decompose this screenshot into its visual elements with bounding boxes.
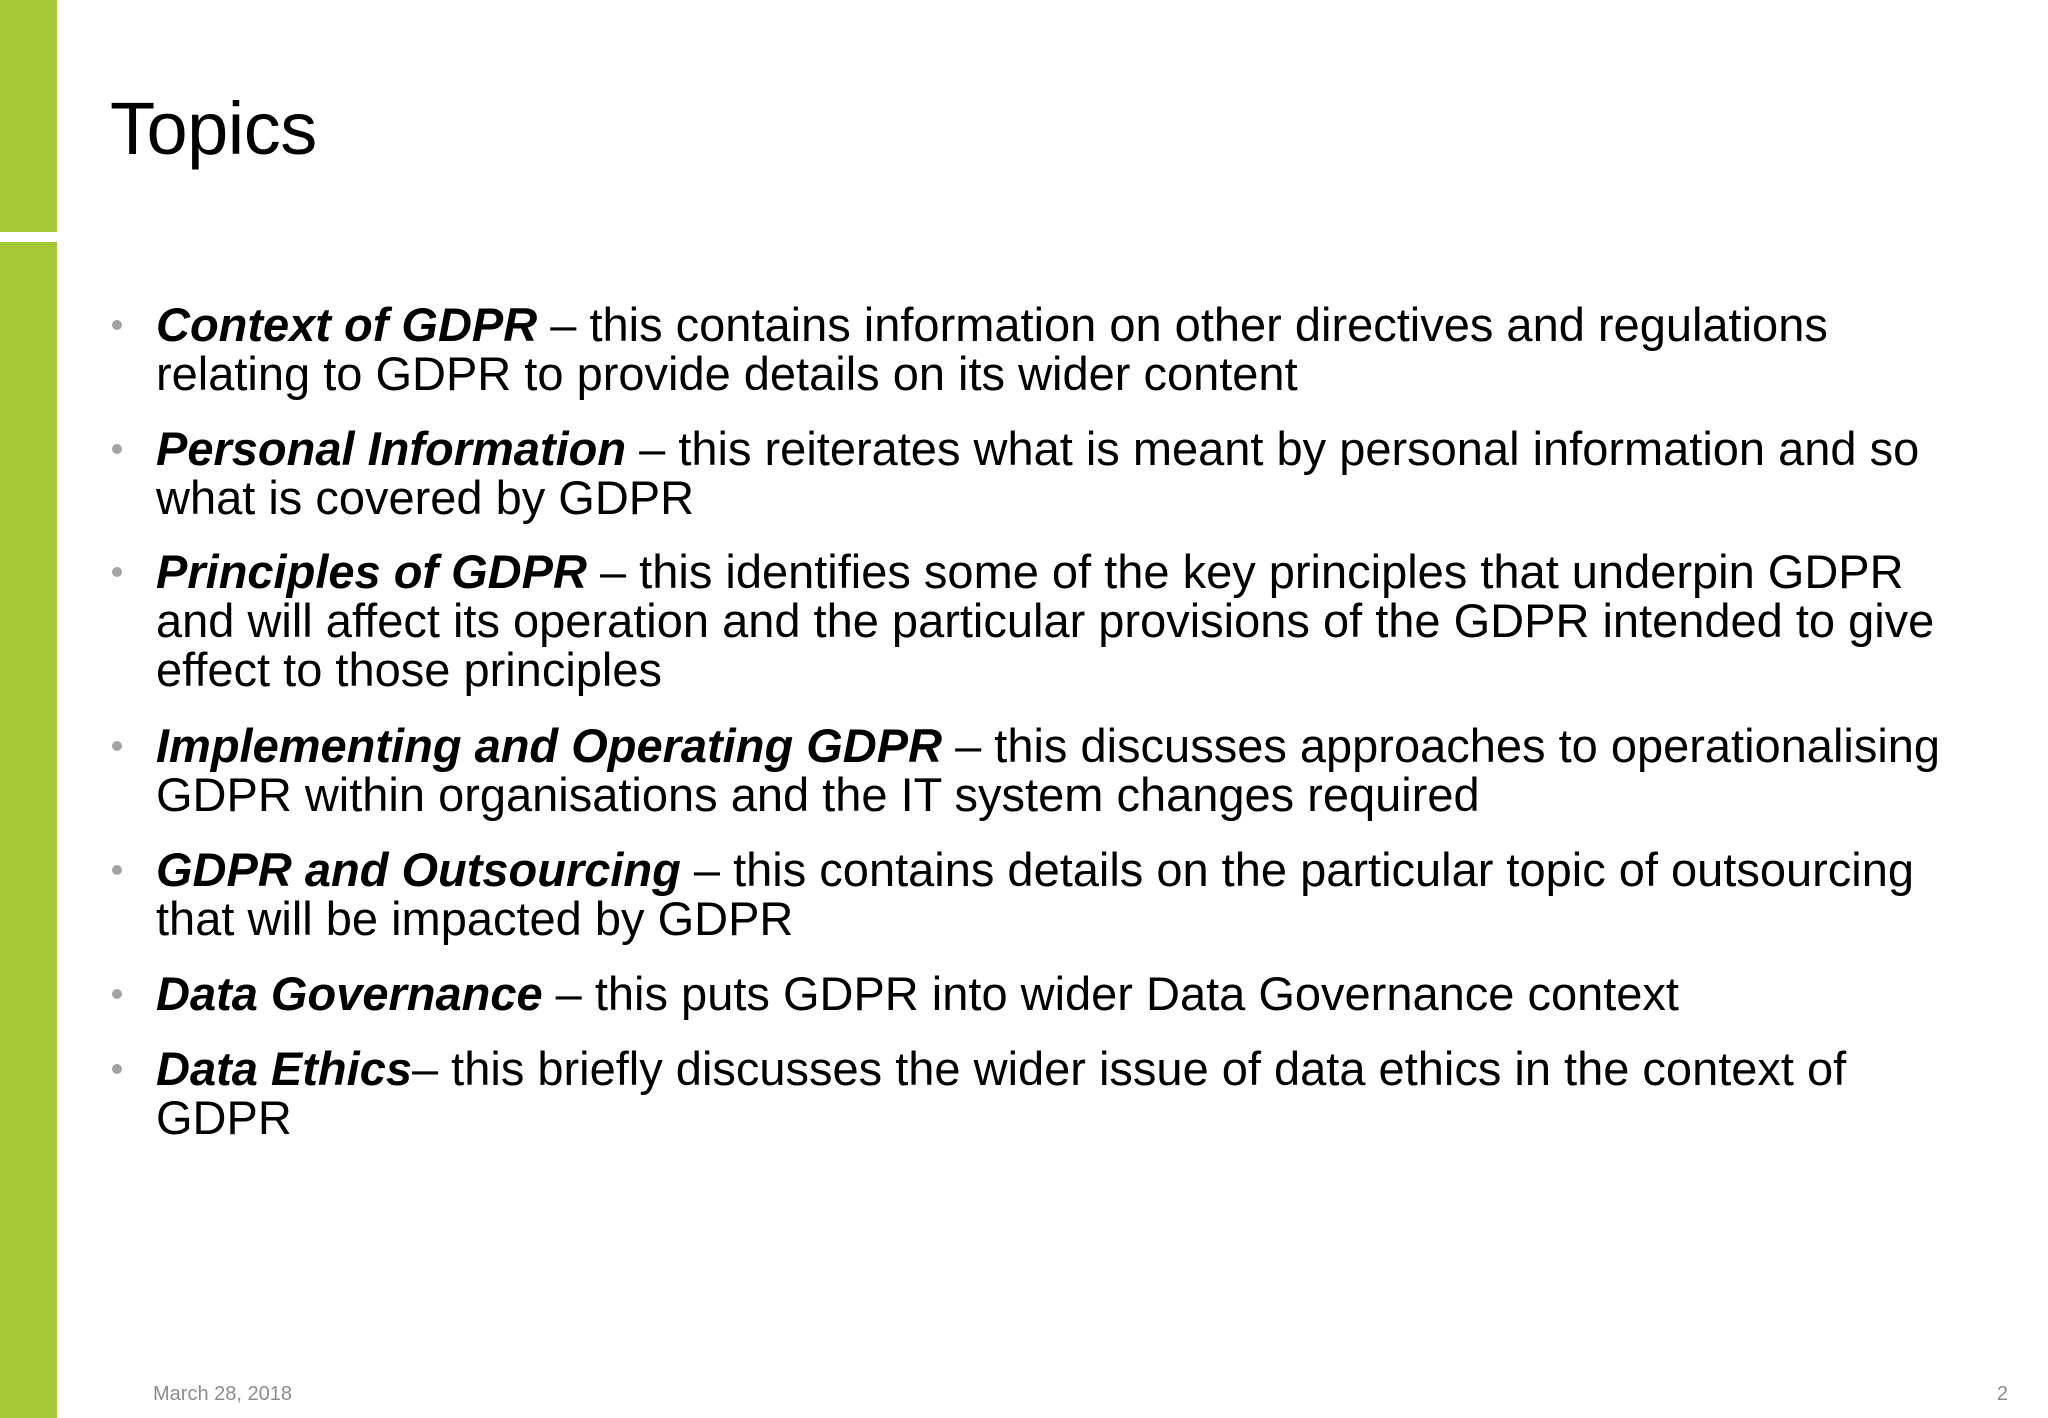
bullet-icon <box>112 865 122 875</box>
topic-heading: Implementing and Operating GDPR <box>156 719 943 772</box>
topic-heading: Data Governance <box>156 967 543 1020</box>
bullet-icon <box>112 989 122 999</box>
slide-title: Topics <box>110 87 317 170</box>
page-number: 2 <box>1996 1383 2008 1405</box>
bullet-icon <box>112 444 122 454</box>
topic-item-principles <box>110 547 1950 694</box>
topic-description: – this contains information on other directives and regulations relating to GDPR to provide details on its wider content <box>156 298 1828 400</box>
topic-heading: Data Ethics <box>156 1042 412 1095</box>
bullet-icon <box>112 320 122 330</box>
bullet-icon <box>112 741 122 751</box>
topic-item-outsourcing <box>110 845 1950 943</box>
accent-bar-bottom <box>0 242 57 1418</box>
topic-description: – this reiterates what is meant by personal information and so what is covered by GDPR <box>156 422 1920 524</box>
topic-heading: Personal Information <box>156 422 627 475</box>
topic-list <box>110 300 1950 1168</box>
bullet-icon <box>112 1064 122 1074</box>
topic-item-personal-information <box>110 424 1950 522</box>
accent-bar-top <box>0 0 57 232</box>
topic-description: – this identifies some of the key principles that underpin GDPR and will affect its operation and the particular provisions of the GDPR intended to give effect to those principles <box>156 545 1935 696</box>
topic-item-context <box>110 300 1950 398</box>
topic-item-data-governance <box>110 969 1950 1018</box>
bullet-icon <box>112 567 122 577</box>
topic-description: – this puts GDPR into wider Data Governance context <box>542 967 1679 1020</box>
topic-description: – this discusses approaches to operationalising GDPR within organisations and the IT system changes required <box>156 719 1941 821</box>
topic-description: – this briefly discusses the wider issue of data ethics in the context of GDPR <box>156 1042 1847 1144</box>
topic-heading: Context of GDPR <box>156 298 538 351</box>
topic-heading: GDPR and Outsourcing <box>156 843 681 896</box>
topic-description: – this contains details on the particular topic of outsourcing that will be impacted by GDPR <box>156 843 1915 945</box>
topic-item-implementing <box>110 721 1950 819</box>
topic-heading: Principles of GDPR <box>156 545 587 598</box>
footer-date: March 28, 2018 <box>153 1383 292 1405</box>
topic-item-data-ethics <box>110 1044 1950 1142</box>
